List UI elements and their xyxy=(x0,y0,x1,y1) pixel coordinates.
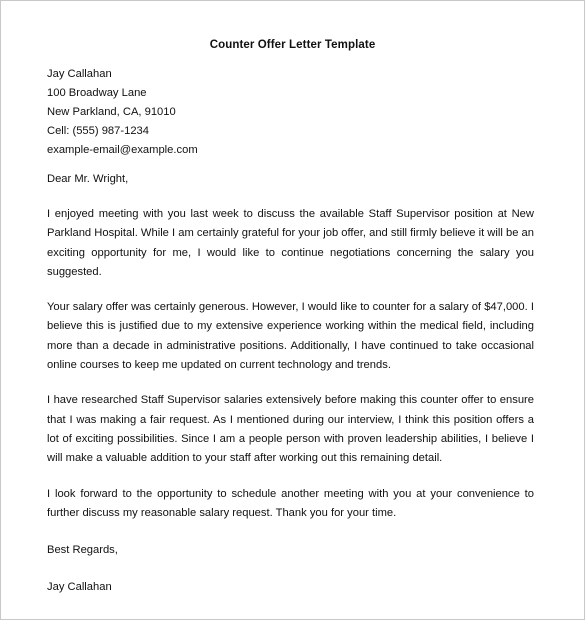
signature-name: Jay Callahan xyxy=(47,581,112,594)
paragraph-2: Your salary offer was certainly generous. However, I would like to counter for a salary of $47,000. I believe this is justified due to my extensive experience working within the medical field, including more than a decade in administrative positions. Additionally, I have continued to take occasional online courses to keep me updated on current technology and trends. xyxy=(47,301,534,372)
paragraph-4: I look forward to the opportunity to schedule another meeting with you at your convenience to further discuss my reasonable salary request. Thank you for your time. xyxy=(47,487,534,519)
sender-name: Jay Callahan xyxy=(47,68,112,80)
paragraph-3: I have researched Staff Supervisor salaries extensively before making this counter offer to ensure that I was making a fair request. As I mentioned during our interview, I think this position offers a lot of exciting possibilities. Since I am a people person with proven leadership abilities, I believe I will make a valuable addition to your staff after working out this remaining detail. xyxy=(47,394,534,465)
letter-body xyxy=(47,65,534,597)
salutation: Dear Mr. Wright, xyxy=(47,173,129,185)
closing: Best Regards, xyxy=(47,544,118,557)
sender-address-line2: New Parkland, CA, 91010 xyxy=(47,106,176,118)
sender-phone: Cell: (555) 987-1234 xyxy=(47,125,149,137)
paragraph-1: I enjoyed meeting with you last week to discuss the available Staff Supervisor position at New Parkland Hospital. While I am certainly grateful for your job offer, and still firmly believe it will be an exciting opportunity for me, I would like to continue negotiations concerning the salary you suggested. xyxy=(47,208,534,278)
sender-email: example-email@example.com xyxy=(47,144,198,156)
document-title: Counter Offer Letter Template xyxy=(209,39,376,51)
sender-address-line1: 100 Broadway Lane xyxy=(47,87,147,99)
sender-address-block xyxy=(47,65,534,160)
